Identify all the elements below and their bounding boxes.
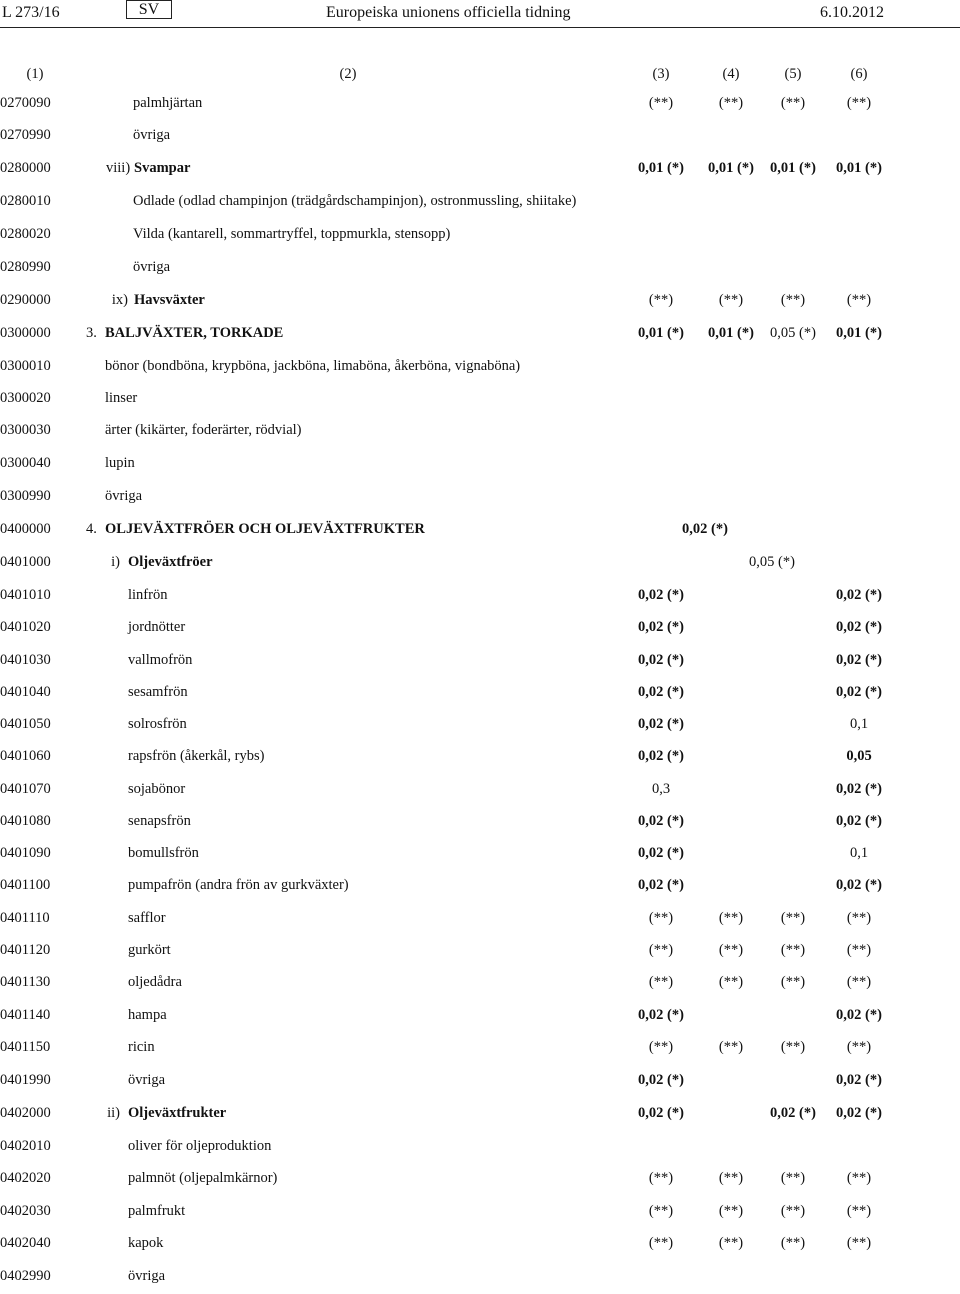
product-name: palmfrukt [128,1203,186,1219]
column-header: (6) [850,66,868,82]
table-row [0,356,960,376]
table-row [0,93,960,113]
value-cell: 0,02 (*) [836,1072,882,1088]
table-row [0,843,960,863]
product-name: övriga [128,1072,166,1088]
column-header: (1) [26,66,44,82]
code-cell: 0401990 [0,1072,51,1088]
code-cell: 0400000 [0,521,51,537]
value-cell: (**) [846,974,872,990]
product-name: palmhjärtan [133,95,203,111]
code-cell: 0300030 [0,422,51,438]
product-name: gurkört [128,942,171,958]
code-cell: 0401000 [0,554,51,570]
product-name: övriga [133,259,171,275]
item-prefix: i) [111,554,120,570]
value-cell: 0,01 (*) [708,160,754,176]
product-name: senapsfrön [128,813,191,829]
column-header-row [0,64,960,84]
value-cell: (**) [718,1203,744,1219]
value-cell: 0,02 (*) [836,813,882,829]
table-row [0,290,960,310]
code-cell: 0300040 [0,455,51,471]
table-row [0,1201,960,1221]
product-name: lupin [105,455,135,471]
code-cell: 0401040 [0,684,51,700]
table-row [0,1233,960,1253]
value-cell: 0,05 (*) [770,325,816,341]
table-row [0,224,960,244]
code-cell: 0402020 [0,1170,51,1186]
code-cell: 0280990 [0,259,51,275]
product-group-name: BALJVÄXTER, TORKADE [105,325,284,341]
column-header: (4) [722,66,740,82]
value-cell: 0,01 (*) [836,160,882,176]
code-cell: 0401060 [0,748,51,764]
value-cell: (**) [846,910,872,926]
code-cell: 0402040 [0,1235,51,1251]
value-cell: 0,02 (*) [638,684,684,700]
code-cell: 0402010 [0,1138,51,1154]
product-name: palmnöt (oljepalmkärnor) [128,1170,278,1186]
product-group-name: Svampar [134,160,191,176]
product-name: övriga [128,1268,166,1284]
code-cell: 0401130 [0,974,51,990]
table-row [0,519,960,539]
value-cell: (**) [718,95,744,111]
table-row [0,323,960,343]
value-cell: (**) [846,1170,872,1186]
code-cell: 0401140 [0,1007,51,1023]
code-cell: 0300010 [0,358,51,374]
code-cell: 0401090 [0,845,51,861]
value-cell: (**) [718,910,744,926]
value-cell: (**) [718,292,744,308]
value-cell: 0,1 [849,716,869,732]
code-cell: 0401150 [0,1039,51,1055]
table-row [0,420,960,440]
value-cell: 0,02 (*) [638,619,684,635]
value-cell: (**) [648,1170,674,1186]
code-cell: 0402990 [0,1268,51,1284]
value-cell: (**) [718,1170,744,1186]
journal-title: Europeiska unionens officiella tidning [326,4,571,21]
item-prefix: 4. [86,521,97,537]
code-cell: 0280000 [0,160,51,176]
value-cell: 0,02 (*) [638,845,684,861]
code-cell: 0401120 [0,942,51,958]
value-cell: 0,02 (*) [770,1105,816,1121]
value-cell: (**) [648,942,674,958]
value-cell: 0,02 (*) [638,1072,684,1088]
value-cell: (**) [648,974,674,990]
table-row [0,779,960,799]
table-row [0,908,960,928]
value-cell: (**) [780,95,806,111]
code-cell: 0402030 [0,1203,51,1219]
table-row [0,453,960,473]
value-cell: 0,01 (*) [836,325,882,341]
value-cell: 0,02 (*) [638,1007,684,1023]
value-cell: 0,02 (*) [638,748,684,764]
product-name: kapok [128,1235,164,1251]
value-cell: 0,01 (*) [770,160,816,176]
code-cell: 0290000 [0,292,51,308]
page-header [0,0,960,28]
value-cell: (**) [780,292,806,308]
table-row [0,875,960,895]
product-name: linser [105,390,138,406]
value-cell: (**) [846,1235,872,1251]
product-name: oljedådra [128,974,182,990]
value-cell: 0,02 (*) [638,587,684,603]
code-cell: 0300020 [0,390,51,406]
product-name: oliver för oljeproduktion [128,1138,272,1154]
product-name: Vilda (kantarell, sommartryffel, toppmurkla, stensopp) [133,226,451,242]
table-row [0,1136,960,1156]
table-row [0,972,960,992]
code-cell: 0401020 [0,619,51,635]
product-name: safflor [128,910,166,926]
code-cell: 0401080 [0,813,51,829]
table-row [0,158,960,178]
table-row [0,1266,960,1286]
column-header: (2) [339,66,357,82]
value-cell: (**) [718,1235,744,1251]
code-cell: 0300990 [0,488,51,504]
value-cell: 0,1 [849,845,869,861]
value-cell: (**) [780,1039,806,1055]
table-row [0,388,960,408]
code-cell: 0270090 [0,95,51,111]
table-row [0,1037,960,1057]
product-group-name: Oljeväxtfröer [128,554,213,570]
value-cell: 0,02 (*) [836,877,882,893]
product-group-name: Havsväxter [134,292,205,308]
item-prefix: ix) [111,292,128,308]
table-row [0,552,960,572]
value-cell: (**) [718,974,744,990]
value-cell: 0,05 [846,748,872,764]
product-group-name: Oljeväxtfrukter [128,1105,227,1121]
table-row [0,1168,960,1188]
value-cell: (**) [780,942,806,958]
product-name: ricin [128,1039,155,1055]
value-cell: (**) [648,1039,674,1055]
table-row [0,486,960,506]
language-badge: SV [126,0,172,19]
value-cell: 0,02 (*) [836,1007,882,1023]
value-cell: (**) [648,1203,674,1219]
value-cell: 0,02 (*) [836,619,882,635]
table-row [0,811,960,831]
value-cell: (**) [846,1203,872,1219]
product-name: solrosfrön [128,716,187,732]
code-cell: 0401070 [0,781,51,797]
value-cell: 0,02 (*) [836,1105,882,1121]
code-cell: 0401050 [0,716,51,732]
product-name: linfrön [128,587,168,603]
value-cell: (**) [780,1203,806,1219]
item-prefix: ii) [107,1105,120,1121]
product-group-name: OLJEVÄXTFRÖER OCH OLJEVÄXTFRUKTER [105,521,425,537]
value-cell: (**) [780,1235,806,1251]
value-cell: (**) [648,910,674,926]
code-cell: 0300000 [0,325,51,341]
table-row [0,746,960,766]
value-cell: (**) [718,1039,744,1055]
column-header: (5) [784,66,802,82]
code-cell: 0401010 [0,587,51,603]
product-name: ärter (kikärter, foderärter, rödvial) [105,422,302,438]
code-cell: 0401030 [0,652,51,668]
value-cell: (**) [718,942,744,958]
table-row [0,1103,960,1123]
value-cell: (**) [780,1170,806,1186]
value-cell: (**) [780,974,806,990]
table-row [0,1005,960,1025]
table-row [0,940,960,960]
value-cell: 0,02 (*) [836,587,882,603]
value-cell: (**) [648,1235,674,1251]
table-row [0,1070,960,1090]
product-name: sesamfrön [128,684,188,700]
table-row [0,125,960,145]
item-prefix: 3. [86,325,97,341]
table-row [0,617,960,637]
value-cell: (**) [648,292,674,308]
product-name: hampa [128,1007,167,1023]
item-prefix: viii) [106,160,131,176]
product-name: bönor (bondböna, krypböna, jackböna, limaböna, åkerböna, vignaböna) [105,358,521,374]
publication-date: 6.10.2012 [820,4,884,21]
value-cell: (**) [846,1039,872,1055]
code-cell: 0270990 [0,127,51,143]
table-row [0,714,960,734]
value-cell: (**) [846,942,872,958]
value-cell: 0,02 (*) [638,877,684,893]
value-cell: 0,02 (*) [638,1105,684,1121]
value-cell: (**) [846,95,872,111]
value-cell: 0,02 (*) [836,684,882,700]
table-row [0,257,960,277]
product-name: pumpafrön (andra frön av gurkväxter) [128,877,349,893]
code-cell: 0280020 [0,226,51,242]
value-cell: 0,01 (*) [638,325,684,341]
value-cell: 0,02 (*) [638,813,684,829]
value-cell: 0,01 (*) [638,160,684,176]
value-cell: 0,02 (*) [638,716,684,732]
product-name: övriga [133,127,171,143]
column-header: (3) [652,66,670,82]
product-name: Odlade (odlad champinjon (trädgårdschampinjon), ostronmussling, shiitake) [133,193,577,209]
code-cell: 0401110 [0,910,50,926]
code-cell: 0401100 [0,877,51,893]
table-row [0,585,960,605]
product-name: jordnötter [128,619,186,635]
value-cell: 0,02 (*) [638,652,684,668]
value-cell: (**) [648,95,674,111]
table-row [0,682,960,702]
value-cell: 0,02 (*) [836,781,882,797]
product-name: sojabönor [128,781,186,797]
product-name: bomullsfrön [128,845,199,861]
value-cell: 0,01 (*) [708,325,754,341]
product-name: vallmofrön [128,652,193,668]
value-cell: 0,05 (*) [749,554,795,570]
value-cell: 0,02 (*) [682,521,728,537]
code-cell: 0280010 [0,193,51,209]
value-cell: 0,3 [651,781,671,797]
product-name: rapsfrön (åkerkål, rybs) [128,748,265,764]
value-cell: 0,02 (*) [836,652,882,668]
table-row [0,191,960,211]
value-cell: (**) [846,292,872,308]
code-cell: 0402000 [0,1105,51,1121]
product-name: övriga [105,488,143,504]
value-cell: (**) [780,910,806,926]
page-reference: L 273/16 [2,4,60,21]
header-rule [0,27,960,28]
table-row [0,650,960,670]
